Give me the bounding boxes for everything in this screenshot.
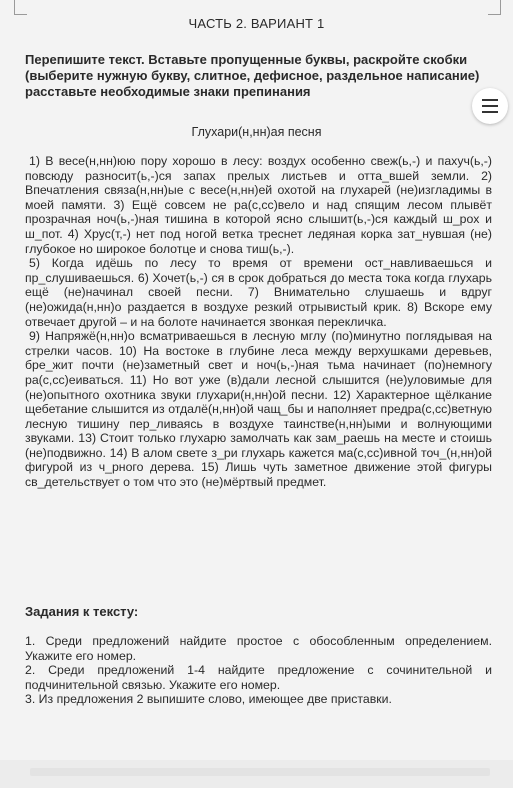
task-item: 1. Среди предложений найдите простое с обособленным определением. Укажите его номер. — [25, 634, 492, 663]
hamburger-menu-icon — [482, 111, 498, 113]
exercise-instruction: Перепишите текст. Вставьте пропущенные буквы, раскройте скобки (выберите нужную букву, слитное, дефисное, раздельное написание) расставьте необходимые знаки препинания — [25, 52, 480, 99]
text-paragraph: 1) В весе(н,нн)юю пору хорошо в лесу: воздух особенно свеж(ь,-) и пахуч(ь,-) повсюду разносит(ь,-)ся запах прелых листьев и отта_вшей земли. 2) Впечатления связа(н,нн)ые с весе(н,нн)ей охотой на глухарей (не)изгладимы в моей памяти. 3) Ещё совсем не ра(с,сс)вело и над спящим лесом плывёт прозрачная ноч(ь,-)ная тишина в которой ясно слышит(ь,-)ся каждый ш_рох и ш_пот. 4) Хрус(т,-) нет под ногой ветка треснет ледяная корка зат_нувшая (не) глубокое но широкое болотце и снова тиш(ь,-). — [25, 154, 492, 256]
text-paragraph: 9) Напряжё(н,нн)о всматриваешься в лесную мглу (по)минутно поглядывая на стрелки часов. 10) На востоке в глубине леса между верхушками деревьев, бре_жит почти (не)заметный свет и ноч(ь,-)ная тьма начинает (по)немногу ра(с,сс)еиваться. 11) Но вот уже (в)дали лесной слышится (не)уловимые для (не)опытного охотника звуки глухари(н,нн)ой песни. 12) Характерное щёлкание щебетание слышится из отдалё(н,нн)ой чащ_бы и наполняет предра(с,сс)ветную лесную тишину пер_ливаясь в воздухе таинстве(н,нн)ыми и волнующими звуками. 13) Стоит только глухарю замолчать как зам_раешь на месте и стоишь (не)подвижно. 14) В алом свете з_ри глухарь кажется ма(с,сс)ивной точ_(н,нн)ой фигурой из ч_рного дерева. 15) Лишь чуть заметное движение этой фигуры св_детельствует о том что это (не)мёртвый предмет. — [25, 329, 492, 490]
page-corner-mark — [14, 0, 27, 15]
tasks-heading: Задания к тексту: — [25, 604, 139, 619]
page-corner-mark — [488, 0, 501, 15]
tasks-list — [25, 634, 492, 707]
hamburger-menu-icon — [482, 99, 498, 101]
task-item: 3. Из предложения 2 выпишите слово, имеющее две приставки. — [25, 692, 392, 707]
menu-button[interactable] — [472, 88, 508, 124]
text-title: Глухари(н,нн)ая песня — [191, 125, 322, 139]
text-paragraph: 5) Когда идёшь по лесу то время от времени ост_навливаешься и пр_слушиваешься. 6) Хочет(ь,-) ся в срок добраться до места тока когда глухарь ещё (не)начинал своей песни. 7) Внимательно слушаешь и вдруг (не)ожида(н,нн)о раздается в воздухе резкий отрывистый крик. 8) Вскоре ему отвечает другой – и на болоте начинается звонкая перекличка. — [25, 256, 492, 329]
page-title: ЧАСТЬ 2. ВАРИАНТ 1 — [188, 16, 325, 31]
exercise-text — [25, 154, 492, 490]
hamburger-menu-icon — [482, 105, 498, 107]
scroll-footer — [30, 768, 490, 776]
task-item: 2. Среди предложений 1-4 найдите предложение с сочинительной и подчинительной связью. Укажите его номер. — [25, 663, 492, 692]
